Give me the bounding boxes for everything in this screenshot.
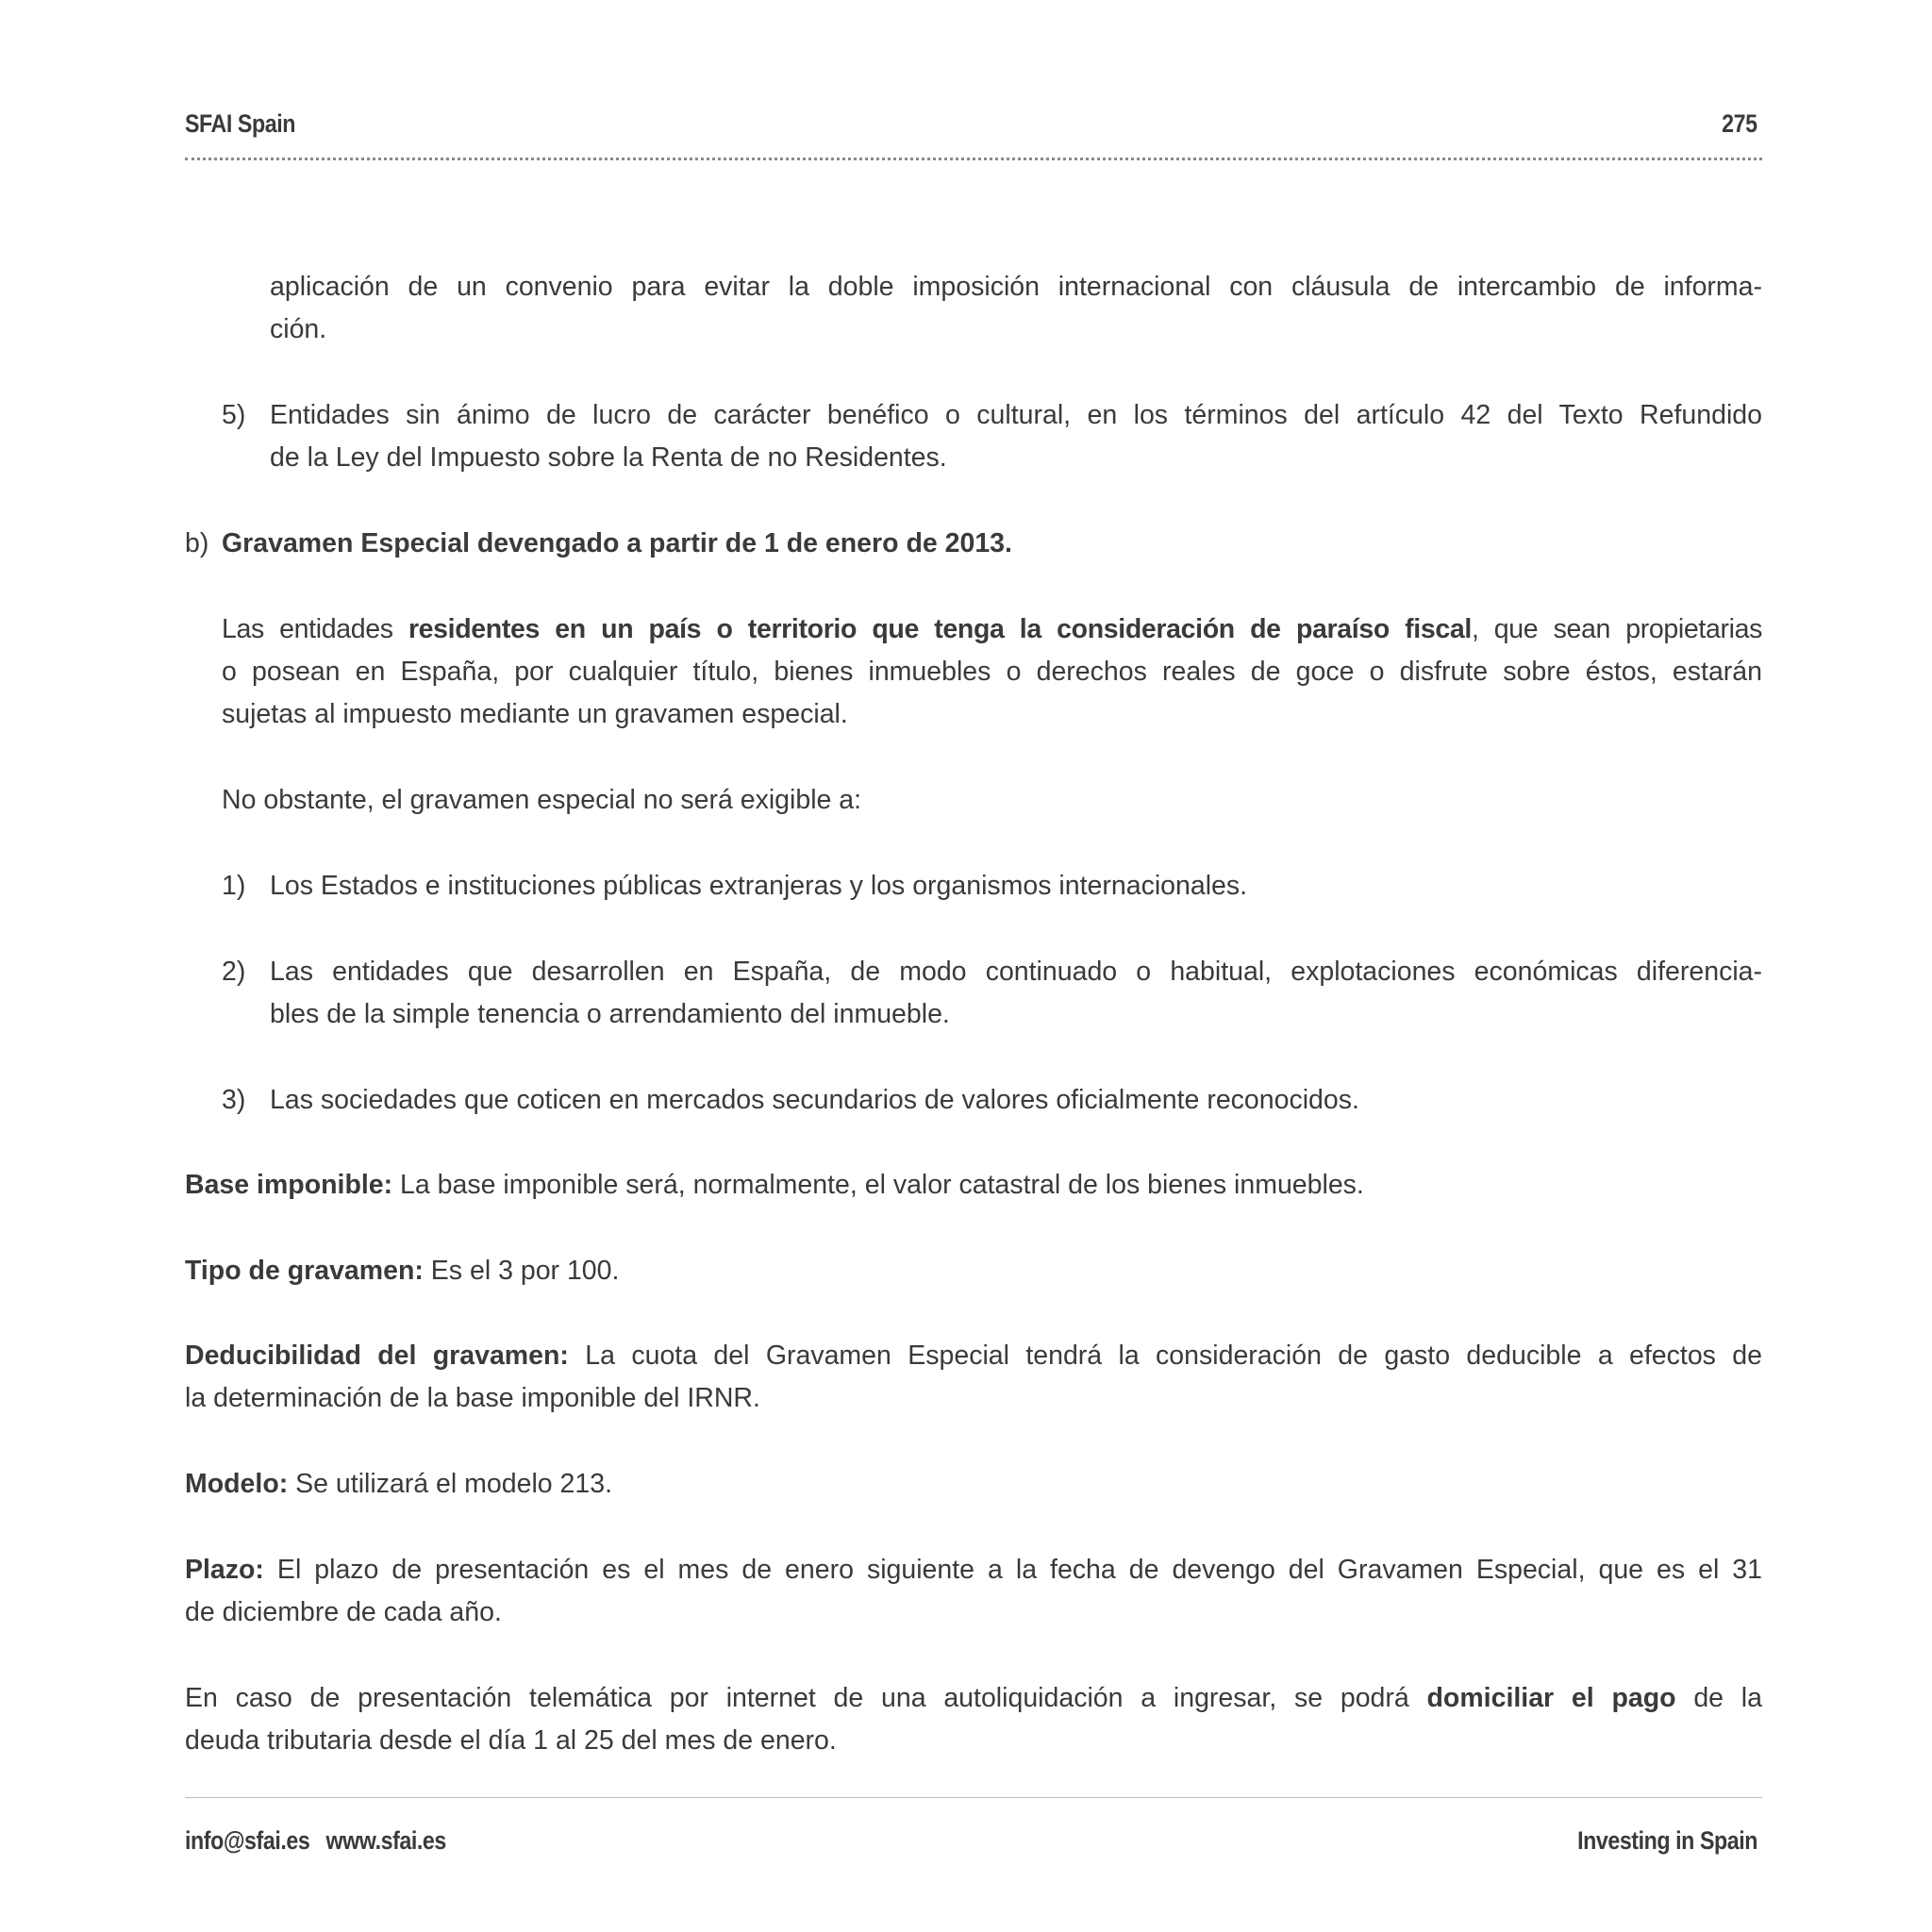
section-title — [222, 523, 1762, 565]
paragraph-deducibilidad — [185, 1335, 1762, 1420]
text-line: Las sociedades que coticen en mercados secundarios de valores oficialmente reconocidos. — [270, 1085, 1359, 1115]
paragraph-exemption: No obstante, el gravamen especial no será exigible a: — [222, 785, 862, 815]
list-marker: 3) — [222, 1085, 246, 1115]
text-line: aplicación de un convenio para evitar la doble imposición internacional con cláusula de intercambio de informa- — [270, 272, 1762, 302]
text-line: de diciembre de cada año. — [185, 1597, 502, 1627]
text-line: la determinación de la base imponible del IRNR. — [185, 1383, 760, 1413]
list-item — [270, 865, 1762, 908]
list-item — [270, 394, 1762, 479]
paragraph-tipo-gravamen: Tipo de gravamen: Es el 3 por 100. — [185, 1256, 620, 1286]
text-line: Las entidades residentes en un país o territorio que tenga la consideración de paraíso fiscal, que sean propietarias — [222, 614, 1762, 644]
term-label: Deducibilidad del gravamen: — [185, 1341, 569, 1371]
text-line: Las entidades que desarrollen en España, de modo continuado o habitual, explotaciones económicas diferencia- — [270, 957, 1762, 987]
text-line: Entidades sin ánimo de lucro de carácter benéfico o cultural, en los términos del artículo 42 del Texto Refundido — [270, 400, 1762, 430]
emphasis: domiciliar el pago — [1426, 1683, 1676, 1713]
paragraph-plazo — [185, 1549, 1762, 1634]
section-marker: b) — [185, 528, 209, 558]
text-line: En caso de presentación telemática por internet de una autoliquidación a ingresar, se podrá domiciliar el pago de la — [185, 1683, 1762, 1713]
text-line: Plazo: El plazo de presentación es el mes de enero siguiente a la fecha de devengo del Gravamen Especial, que es el 31 — [185, 1555, 1762, 1585]
footer-contact — [185, 1826, 446, 1856]
list-marker: 1) — [222, 871, 246, 901]
text-line: bles de la simple tenencia o arrendamiento del inmueble. — [270, 999, 950, 1029]
text-line: deuda tributaria desde el día 1 al 25 del mes de enero. — [185, 1725, 837, 1756]
footer-publication: Investing in Spain — [1577, 1826, 1757, 1855]
list-marker: 5) — [222, 400, 246, 430]
term-label: Base imponible: — [185, 1170, 393, 1200]
item4-continuation — [270, 266, 1762, 351]
emphasis: residentes en un país o territorio que tenga la consideración de paraíso fiscal — [408, 614, 1472, 644]
section-title-text: Gravamen Especial devengado a partir de 1 de enero de 2013. — [222, 528, 1012, 558]
list-item — [270, 951, 1762, 1036]
footer-website[interactable]: www.sfai.es — [325, 1826, 446, 1855]
text-line: Los Estados e instituciones públicas extranjeras y los organismos internacionales. — [270, 871, 1248, 901]
text-line: o posean en España, por cualquier título, bienes inmuebles o derechos reales de goce o disfrute sobre éstos, estarán — [222, 657, 1762, 687]
text-line: de la Ley del Impuesto sobre la Renta de no Residentes. — [270, 442, 947, 473]
footer-divider — [185, 1797, 1762, 1798]
text-line: ción. — [270, 314, 327, 344]
list-item — [270, 1079, 1762, 1122]
footer-email[interactable]: info@sfai.es — [185, 1826, 310, 1855]
text-line: Deducibilidad del gravamen: La cuota del Gravamen Especial tendrá la consideración de gasto deducible a efectos de — [185, 1341, 1762, 1371]
header-divider — [185, 158, 1762, 160]
paragraph-domiciliar — [185, 1677, 1762, 1762]
list-marker: 2) — [222, 957, 246, 987]
paragraph-entities — [222, 608, 1762, 736]
page-number: 275 — [1722, 109, 1757, 138]
term-label: Plazo: — [185, 1555, 264, 1585]
paragraph-modelo: Modelo: Se utilizará el modelo 213. — [185, 1469, 613, 1499]
paragraph-base-imponible: Base imponible: La base imponible será, normalmente, el valor catastral de los bienes inmuebles. — [185, 1170, 1364, 1200]
term-label: Tipo de gravamen: — [185, 1256, 424, 1286]
header-brand: SFAI Spain — [185, 109, 295, 138]
text-line: sujetas al impuesto mediante un gravamen especial. — [222, 699, 848, 729]
term-label: Modelo: — [185, 1469, 289, 1499]
